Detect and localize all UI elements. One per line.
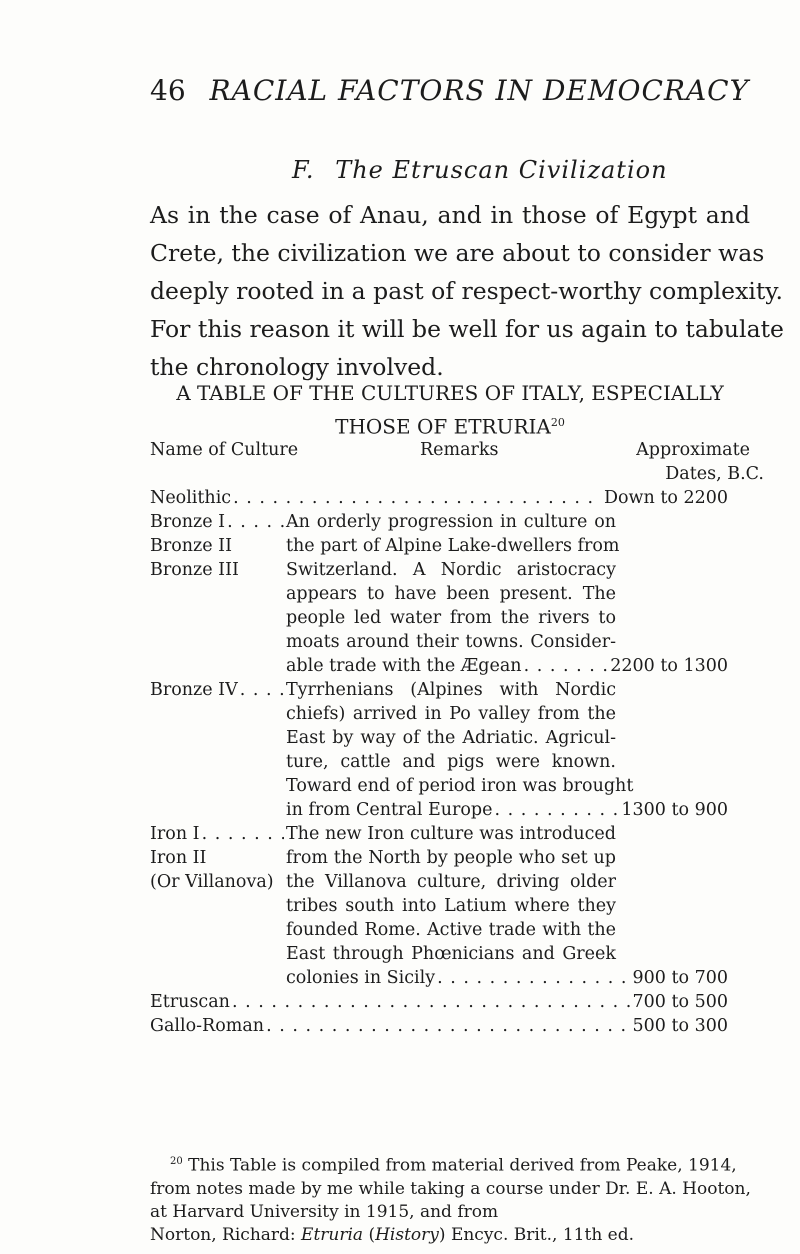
culture-date: 500 to 300 bbox=[632, 1016, 728, 1036]
table-row bbox=[150, 486, 728, 510]
running-head-title: RACIAL FACTORS IN DEMOCRACY bbox=[209, 74, 750, 107]
remark-line: from the North by people who set up bbox=[286, 848, 616, 868]
footnote bbox=[150, 1150, 750, 1247]
running-head bbox=[150, 74, 749, 107]
culture-names bbox=[150, 678, 286, 702]
header-dates-2: Dates, B.C. bbox=[665, 464, 764, 484]
intro-line: For this reason it will be well for us again to tabulate bbox=[150, 315, 784, 343]
culture-remarks bbox=[286, 822, 616, 966]
section-title bbox=[292, 156, 668, 184]
leader-dots bbox=[266, 1014, 630, 1038]
culture-date: 2200 to 1300 bbox=[610, 656, 728, 676]
table-row bbox=[150, 1014, 728, 1038]
section-letter: F. bbox=[292, 156, 315, 184]
intro-line: As in the case of Anau, and in those of Egypt and bbox=[150, 201, 750, 229]
remark-line: the Villanova culture, driving older bbox=[286, 872, 616, 892]
header-name: Name of Culture bbox=[150, 440, 299, 460]
table-title-line: A TABLE OF THE CULTURES OF ITALY, ESPECIALLY bbox=[176, 381, 724, 405]
remark-last-line bbox=[286, 654, 728, 678]
citation-paren: ( bbox=[363, 1224, 376, 1245]
footnote-marker: 20 bbox=[170, 1156, 183, 1167]
remark-line: East through Phœnicians and Greek bbox=[286, 944, 616, 964]
remark-line: colonies in Sicily bbox=[286, 968, 436, 988]
culture-name: Gallo-Roman bbox=[150, 1016, 265, 1036]
intro-line: the chronology involved. bbox=[150, 353, 444, 381]
culture-name: Neolithic bbox=[150, 488, 232, 508]
remark-last-line bbox=[286, 798, 728, 822]
remark-line: ture, cattle and pigs were known. bbox=[286, 752, 616, 772]
remark-line: appears to have been present. The bbox=[286, 584, 616, 604]
culture-name: Bronze III bbox=[150, 560, 239, 580]
section-title-text: The Etruscan Civilization bbox=[335, 156, 668, 184]
culture-date: 700 to 500 bbox=[632, 992, 728, 1012]
footnote-text: This Table is compiled from material derived from Peake, 1914, bbox=[188, 1155, 737, 1176]
remark-line: Tyrrhenians (Alpines with Nordic bbox=[286, 680, 616, 700]
intro-paragraph bbox=[150, 196, 784, 386]
culture-name: Bronze IV bbox=[150, 680, 238, 700]
culture-name: Iron I bbox=[150, 824, 200, 844]
culture-name: Etruscan bbox=[150, 992, 230, 1012]
culture-remarks bbox=[286, 510, 620, 654]
culture-name: Bronze I bbox=[150, 512, 226, 532]
remark-line: people led water from the rivers to bbox=[286, 608, 616, 628]
remark-line: able trade with the Ægean bbox=[286, 656, 522, 676]
remark-line: in from Central Europe bbox=[286, 800, 493, 820]
leader-dots bbox=[232, 990, 631, 1014]
leader-dots bbox=[524, 654, 609, 678]
remark-line: the part of Alpine Lake-dwellers from bbox=[286, 536, 620, 556]
remark-line: chiefs) arrived in Po valley from the bbox=[286, 704, 616, 724]
remark-line: East by way of the Adriatic. Agricul- bbox=[286, 728, 616, 748]
citation-author: Norton, Richard: bbox=[150, 1224, 302, 1245]
leader-dots bbox=[437, 966, 630, 990]
remark-last-line bbox=[286, 966, 728, 990]
table-row bbox=[150, 990, 728, 1014]
header-dates: Approximate bbox=[636, 440, 750, 460]
intro-line: Crete, the civilization we are about to consider was bbox=[150, 239, 765, 267]
table-title-line-2 bbox=[150, 408, 750, 442]
culture-name: (Or Villanova) bbox=[150, 872, 274, 892]
citation-section: History bbox=[375, 1224, 439, 1245]
leader-dots bbox=[202, 822, 284, 846]
culture-names bbox=[150, 510, 286, 582]
intro-line: deeply rooted in a past of respect-worthy complexity. bbox=[150, 277, 783, 305]
footnote-citation bbox=[150, 1224, 750, 1247]
remark-line: An orderly progression in culture on bbox=[286, 512, 616, 532]
footnote-line: from notes made by me while taking a course under Dr. E. A. Hooton, bbox=[150, 1178, 751, 1199]
leader-dots bbox=[494, 798, 619, 822]
citation-title: Etruria bbox=[301, 1224, 364, 1245]
culture-date: 1300 to 900 bbox=[621, 800, 728, 820]
leader-dots bbox=[227, 510, 284, 534]
header-remarks: Remarks bbox=[420, 440, 499, 460]
page-number: 46 bbox=[150, 74, 186, 107]
culture-name: Iron II bbox=[150, 848, 207, 868]
footnote-line-1 bbox=[150, 1150, 750, 1178]
footnote-ref: 20 bbox=[550, 416, 565, 429]
culture-remarks bbox=[286, 678, 634, 798]
remark-line: The new Iron culture was introduced bbox=[286, 824, 616, 844]
remark-line: moats around their towns. Consider- bbox=[286, 632, 616, 652]
culture-name: Bronze II bbox=[150, 536, 232, 556]
footnote-line: at Harvard University in 1915, and from bbox=[150, 1201, 499, 1222]
remark-line: founded Rome. Active trade with the bbox=[286, 920, 616, 940]
remark-line: Switzerland. A Nordic aristocracy bbox=[286, 560, 616, 580]
culture-names bbox=[150, 822, 286, 894]
citation-source: ) Encyc. Brit., 11th ed. bbox=[438, 1224, 635, 1245]
leader-dots bbox=[240, 678, 284, 702]
table-title bbox=[150, 378, 750, 442]
culture-date: Down to 2200 bbox=[603, 488, 728, 508]
table-title-line-2-text: THOSE OF ETRURIA bbox=[335, 414, 551, 439]
remark-line: Toward end of period iron was brought bbox=[286, 776, 634, 796]
leader-dots bbox=[233, 486, 602, 510]
remark-line: tribes south into Latium where they bbox=[286, 896, 616, 916]
culture-date: 900 to 700 bbox=[632, 968, 728, 988]
